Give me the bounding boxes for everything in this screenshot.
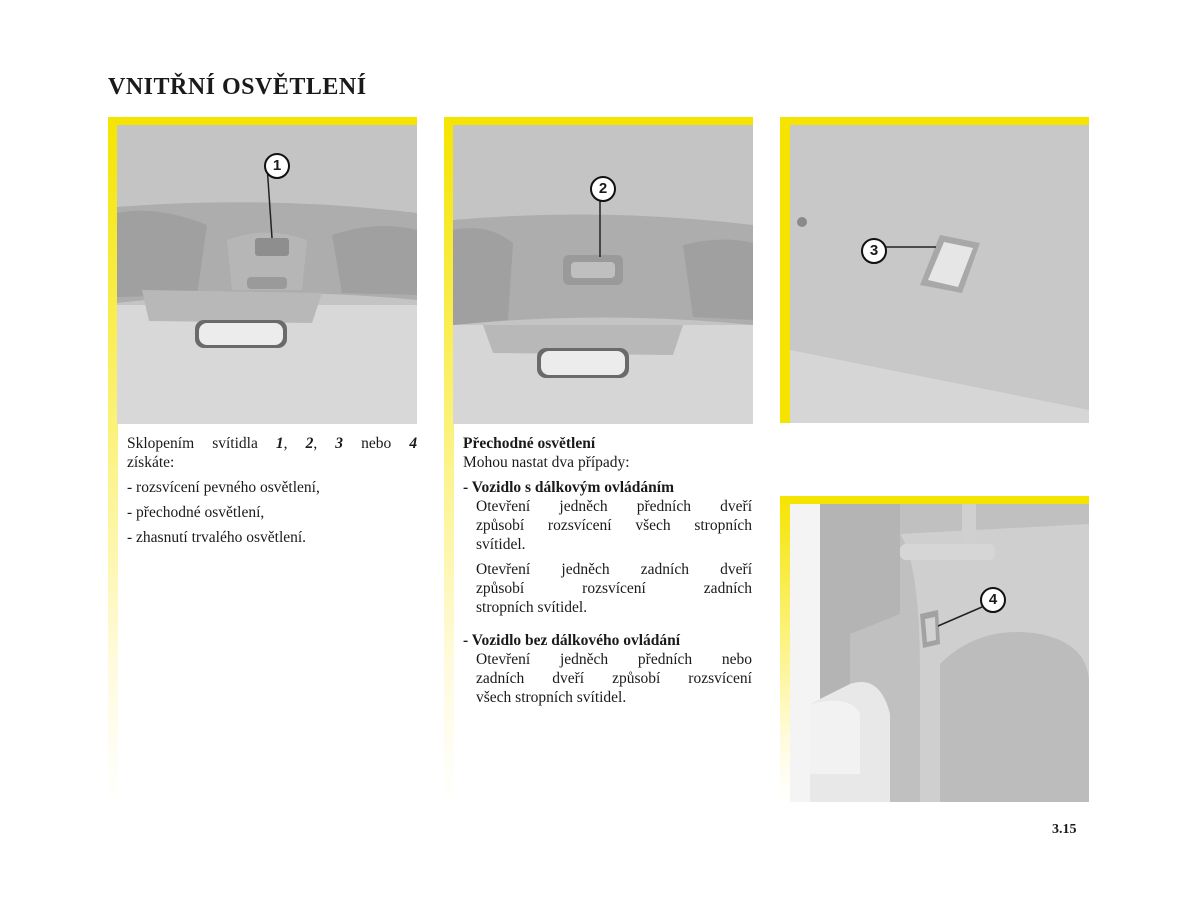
column-1-intro (127, 434, 417, 453)
photo-rear-ceiling-light (790, 125, 1089, 423)
text-line: Otevření jedněch předních nebo (476, 651, 752, 668)
conjunction: nebo (361, 435, 392, 452)
list-item: - přechodné osvětlení, (127, 504, 265, 521)
ref-1: 1 (275, 435, 284, 452)
intro-text: Sklopením svítidla (127, 435, 258, 452)
section-subtitle: Mohou nastat dva případy: (463, 454, 630, 471)
section-heading: Přechodné osvětlení (463, 435, 596, 452)
text-line: všech stropních svítidel. (476, 689, 627, 706)
figure-callout-3: 3 (861, 238, 887, 264)
case-2-title: - Vozidlo bez dálkového ovládání (463, 632, 681, 649)
text-line: svítidel. (476, 536, 526, 553)
list-item: - zhasnutí trvalého osvětlení. (127, 529, 307, 546)
column-2-top-bar (444, 117, 753, 125)
figure-callout-2: 2 (590, 176, 616, 202)
column-3b-top-bar (780, 496, 1089, 504)
list-item: - rozsvícení pevného osvětlení, (127, 479, 320, 496)
text-line: zadních dveří způsobí rozsvícení (476, 670, 752, 687)
photo-middle-ceiling-light (453, 125, 753, 424)
ref-3: 3 (335, 435, 344, 452)
column-3b-side-bar (780, 496, 790, 802)
figure-callout-1: 1 (264, 153, 290, 179)
page-number: 3.15 (1052, 822, 1077, 837)
separator: , (283, 435, 288, 452)
case-2-body (463, 650, 752, 707)
figure-callout-4: 4 (980, 587, 1006, 613)
text-line: stropních svítidel. (476, 599, 588, 616)
text-line: způsobí rozsvícení zadních (476, 580, 752, 597)
separator: , (313, 435, 318, 452)
case-1-body (463, 497, 752, 617)
column-1-intro-end: získáte: (127, 454, 175, 471)
column-3-side-bar (780, 117, 790, 423)
text-line: způsobí rozsvícení všech stropních (476, 517, 752, 534)
case-1-title: - Vozidlo s dálkovým ovládáním (463, 479, 675, 496)
page-title: VNITŘNÍ OSVĚTLENÍ (108, 74, 367, 100)
column-2-text (463, 434, 752, 707)
photo-trunk-light (790, 504, 1089, 802)
text-line: Otevření jedněch zadních dveří (476, 561, 752, 578)
column-1-text (127, 434, 417, 547)
column-3-top-bar (780, 117, 1089, 125)
ref-2: 2 (305, 435, 314, 452)
text-line: Otevření jedněch předních dveří (476, 498, 752, 515)
column-1-top-bar (108, 117, 417, 125)
ref-4: 4 (409, 435, 418, 452)
